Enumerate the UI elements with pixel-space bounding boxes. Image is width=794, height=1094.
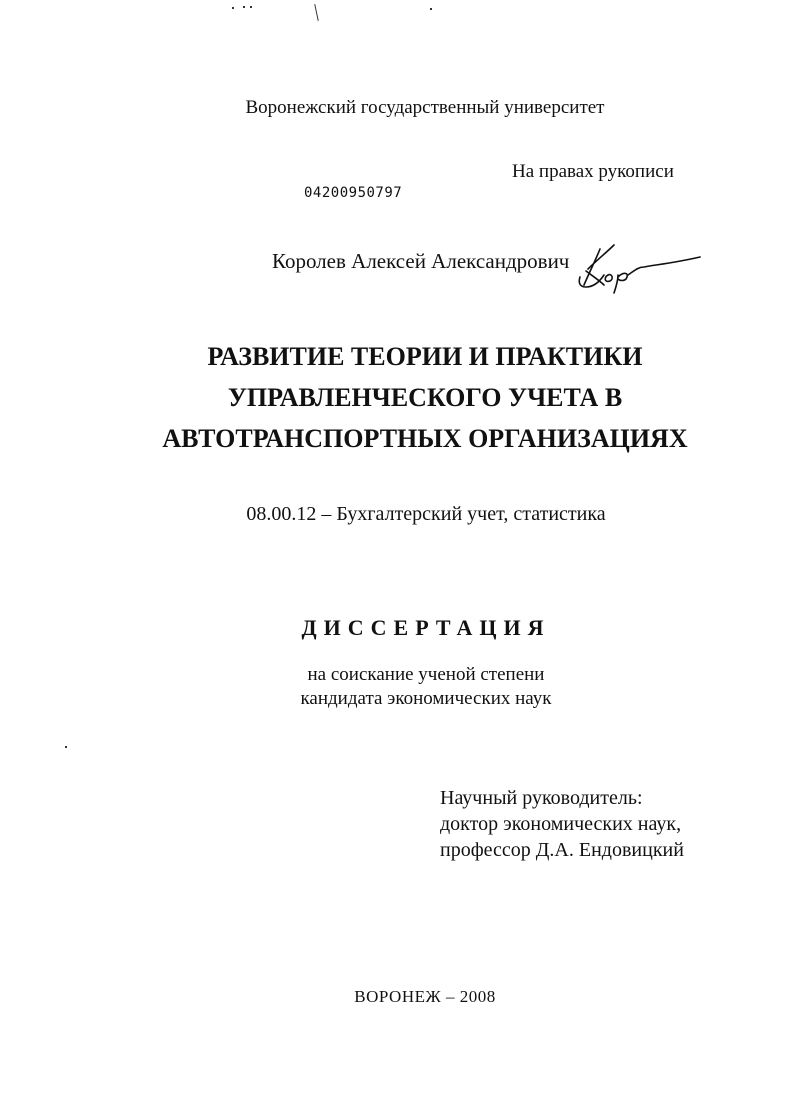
advisor-degree: доктор экономических наук, (440, 813, 682, 835)
title-line: АВТОТРАНСПОРТНЫХ ОРГАНИЗАЦИЯХ (162, 424, 688, 453)
degree-statement (0, 663, 794, 711)
scan-speck (243, 6, 245, 8)
author-name: Королев Алексей Александрович (272, 249, 570, 273)
scan-speck (430, 8, 432, 10)
university-name: Воронежский государственный университет (245, 97, 605, 118)
scan-speck (314, 4, 319, 21)
advisor-label: Научный руководитель: (440, 787, 643, 809)
rights-notice: На правах рукописи (512, 161, 674, 182)
scan-speck (65, 746, 67, 748)
catalog-number: 04200950797 (304, 185, 403, 201)
title-line: РАЗВИТИЕ ТЕОРИИ И ПРАКТИКИ (207, 342, 643, 371)
degree-line: на соискание ученой степени (307, 664, 545, 685)
author-signature (574, 235, 704, 300)
title-line: УПРАВЛЕНЧЕСКОГО УЧЕТА В (227, 383, 623, 412)
specialty-code: 08.00.12 – Бухгалтерский учет, статистика (246, 503, 606, 525)
scan-speck (250, 6, 252, 8)
dissertation-title (0, 336, 794, 459)
scientific-advisor (440, 785, 684, 863)
city-year: ВОРОНЕЖ – 2008 (354, 987, 496, 1006)
degree-line: кандидата экономических наук (300, 688, 552, 709)
document-type: ДИССЕРТАЦИЯ (301, 615, 551, 640)
advisor-name: профессор Д.А. Ендовицкий (440, 839, 684, 861)
scan-speck (232, 7, 234, 9)
